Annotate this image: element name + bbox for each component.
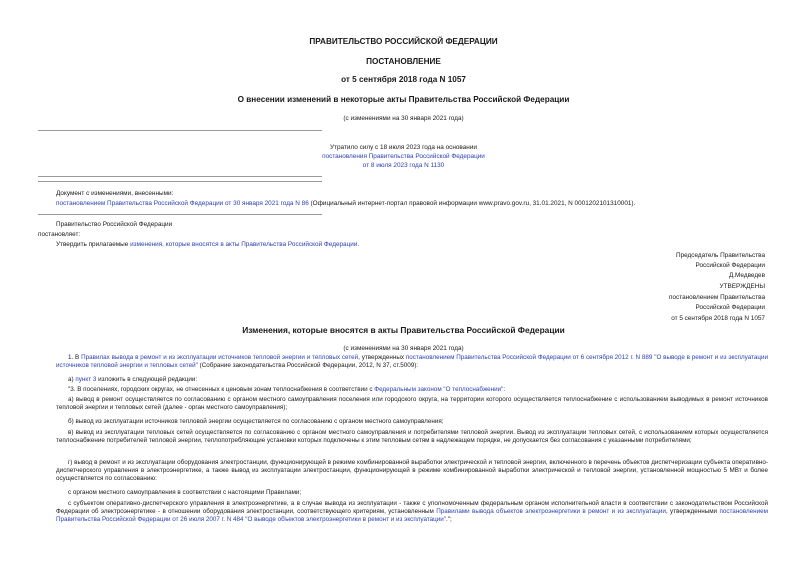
divider [38, 176, 322, 177]
p2-text: а) [68, 376, 76, 383]
approve-line [56, 241, 359, 249]
changes-doc-source: (Официальный интернет-портал правовой информации www.pravo.gov.ru, 31.01.2021, N 0001202101310001). [308, 200, 636, 207]
changes-doc-link[interactable]: постановлением Правительства Российской Федерации от 30 января 2021 года N 86 [56, 200, 309, 207]
changes-doc-line [56, 200, 635, 208]
approve-suffix: . [357, 241, 360, 248]
paragraph-8: с органом местного самоуправления в соответствии с настоящими Правилами; [68, 489, 302, 496]
approved-label: УТВЕРЖДЕНЫ [719, 283, 765, 290]
p9-rules-link[interactable]: Правилами вывода объектов электроэнергетики в ремонт и из эксплуатации [436, 508, 666, 516]
p2-clause-link[interactable]: пункт 3 [75, 376, 97, 383]
p9-text: , утвержденными [665, 508, 720, 516]
changes-doc-label: Документ с изменениями, внесенными: [56, 190, 174, 197]
p3-law-link[interactable]: Федеральным законом "О теплоснабжении" [374, 386, 504, 393]
divider [38, 181, 322, 182]
signature-name: Д.Медведев [728, 272, 765, 279]
p3-text: "3. В поселениях, городских округах, не отнесенных к ценовым зонам теплоснабжения в соответствии с [68, 386, 375, 393]
p1-rules-link[interactable]: Правилах вывода в ремонт и из эксплуатации источников тепловой энергии и тепловых сетей [81, 354, 359, 361]
paragraph-1 [56, 354, 768, 370]
paragraph-5: б) вывод из эксплуатации источников тепловой энергии осуществляется по согласованию с органом местного самоуправления; [68, 418, 444, 425]
gov-line: Правительство Российской Федерации [56, 221, 173, 228]
p9-text: с субъектом оперативно-диспетчерского управления в электроэнергетике, а в случае вывода из эксплуатации - также с уполномоченным федеральным органом исполнительной власти в соответствии с законодательством Российской Федерации об электроэнергетике - в отношении оборудования электростанции, соответствующего критериям, установленным [56, 500, 768, 516]
approve-prefix: Утвердить прилагаемые [56, 241, 131, 248]
divider [38, 130, 322, 131]
p1-decree-link[interactable]: постановлением Правительства Российской Федерации от 6 сентября 2012 г. N 889 "О выводе в ремонт и из эксплуатации источников тепловой энергии и тепловых сетей" [56, 354, 769, 370]
p1-text: 1. В [68, 354, 82, 361]
approved-by: постановлением Правительства [669, 294, 765, 301]
decrees-line: постановляет: [38, 231, 81, 238]
document-title: О внесении изменений в некоторые акты Правительства Российской Федерации [237, 95, 570, 104]
expired-link-line1[interactable]: постановления Правительства Российской Федерации [322, 153, 485, 160]
p1-text: (Собрание законодательства Российской Федерации, 2012, N 37, ст.5009): [197, 362, 419, 370]
signature-position: Председатель Правительства [676, 252, 765, 259]
document-type: ПОСТАНОВЛЕНИЕ [366, 57, 441, 66]
p3-text: : [503, 386, 506, 393]
government-heading: ПРАВИТЕЛЬСТВО РОССИЙСКОЙ ФЕДЕРАЦИИ [309, 37, 498, 46]
p1-text: , утвержденных [358, 354, 406, 361]
paragraph-6: в) вывод из эксплуатации тепловых сетей осуществляется по согласованию с органом местного самоуправления и потребителями тепловой энергии. Вывод из эксплуатации тепловых сетей, с использованием которых осуществляется теплоснабжение потребителей тепловой энергии, теплопотребляющие установки которых подключены к этим тепловым сетям в надлежащем порядке, не допускается без согласования с указанными потребителями; [56, 429, 768, 445]
approved-country: Российской Федерации [695, 304, 765, 311]
p9-decree-link[interactable]: постановлением Правительства Российской Федерации от 26 июля 2007 г. N 484 "О выводе объектов электроэнергетики в ремонт и из эксплуатации" [56, 508, 768, 524]
document-date-number: от 5 сентября 2018 года N 1057 [341, 75, 466, 84]
divider [38, 214, 322, 215]
signature-country: Российской Федерации [695, 262, 765, 269]
p9-text: ."; [446, 516, 452, 524]
paragraph-3 [56, 386, 768, 394]
changes-title: Изменения, которые вносятся в акты Правительства Российской Федерации [242, 325, 565, 335]
p2-text: изложить в следующей редакции: [96, 376, 198, 383]
paragraph-9 [56, 500, 768, 524]
amendments-note: (с изменениями на 30 января 2021 года) [343, 115, 464, 122]
approve-link[interactable]: изменения, которые вносятся в акты Правительства Российской Федерации [130, 241, 358, 248]
paragraph-4: а) вывод в ремонт осуществляется по согласованию с органом местного самоуправления поселения или городского округа, на территории которого осуществляется теплоснабжение с использованием выводимых в ремонт источников тепловой энергии и тепловых сетей (далее - орган местного самоуправления); [56, 396, 768, 412]
changes-amendments-note: (с изменениями на 30 января 2021 года) [343, 345, 464, 352]
approved-date: от 5 сентября 2018 года N 1057 [671, 315, 765, 322]
paragraph-7: г) вывод в ремонт и из эксплуатации оборудования электростанции, функционирующей в режиме комбинированной выработки электрической и тепловой энергии, включенного в перечень объектов диспетчеризации субъекта оперативно-диспетчерского управления в электроэнергетике, а также вывод из эксплуатации электростанции, функционирующей в режиме комбинированной выработки электрической и тепловой энергии, установленной мощностью 5 МВт и более осуществляется по согласованию: [56, 459, 768, 483]
paragraph-2 [56, 376, 768, 384]
expired-notice: Утратило силу с 18 июля 2023 года на основании [330, 144, 477, 151]
expired-link-line2[interactable]: от 8 июля 2023 года N 1130 [362, 162, 445, 169]
